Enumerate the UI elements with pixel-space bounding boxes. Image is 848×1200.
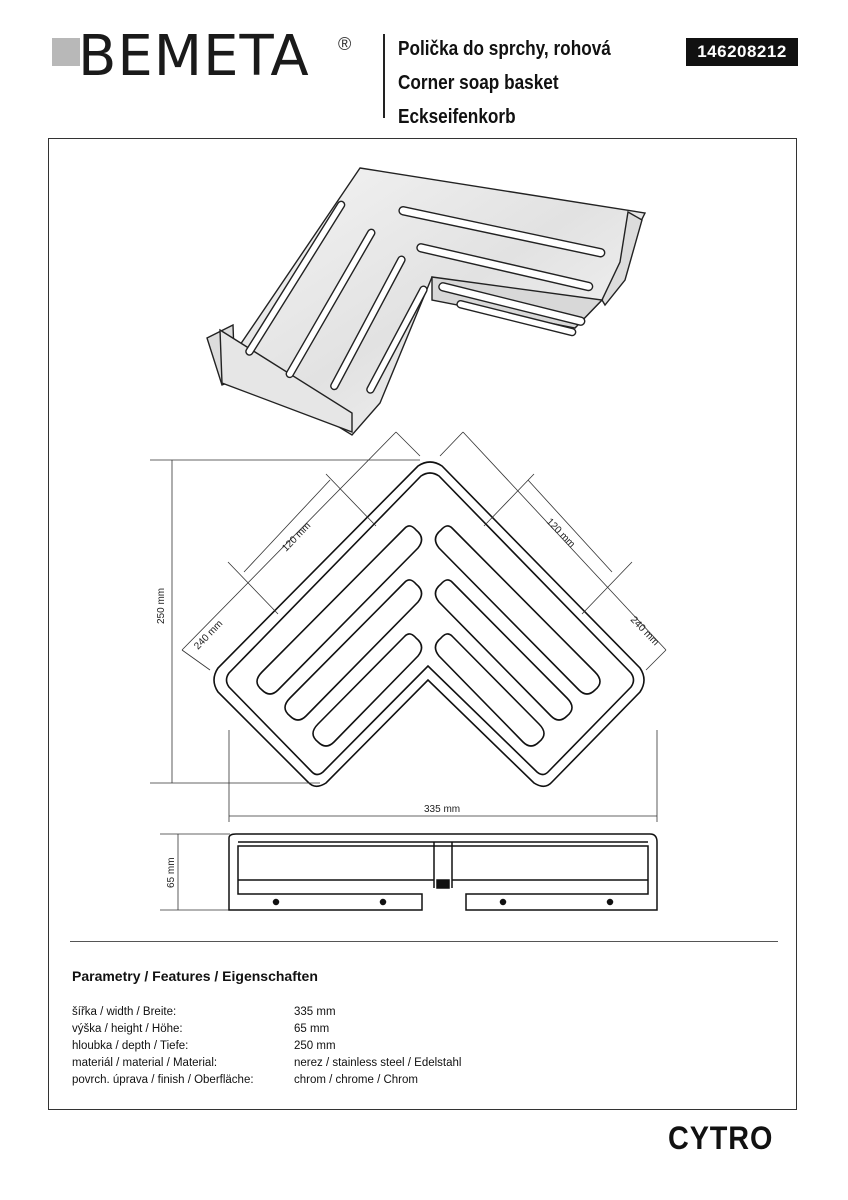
feature-value: 335 mm — [294, 1006, 336, 1018]
feature-row — [72, 1072, 461, 1089]
series-name: CYTRO — [668, 1120, 774, 1156]
feature-label: výška / height / Höhe: — [72, 1023, 183, 1035]
dim-height: 65 mm — [166, 857, 177, 888]
section-divider — [70, 941, 778, 942]
dim-width: 335 mm — [424, 804, 461, 815]
top-view — [214, 462, 644, 786]
title-cz: Polička do sprchy, rohová — [398, 38, 611, 60]
feature-row — [72, 1021, 461, 1038]
features-table — [72, 1004, 461, 1089]
dimension-lines — [150, 432, 666, 910]
feature-row — [72, 1038, 461, 1055]
feature-row — [72, 1055, 461, 1072]
feature-value: 250 mm — [294, 1040, 336, 1052]
feature-label: šířka / width / Breite: — [72, 1006, 177, 1018]
feature-label: hloubka / depth / Tiefe: — [72, 1040, 189, 1052]
title-en: Corner soap basket — [398, 72, 559, 94]
product-code: 146208212 — [686, 38, 798, 66]
dim-side-right: 240 mm — [627, 614, 661, 649]
product-perspective-view — [207, 168, 645, 435]
dim-side-left: 240 mm — [192, 618, 226, 653]
dim-slot-right: 120 mm — [543, 516, 577, 551]
title-de: Eckseifenkorb — [398, 106, 516, 128]
dim-depth: 250 mm — [156, 587, 167, 624]
registered-mark: ® — [338, 34, 352, 54]
feature-value: 65 mm — [294, 1023, 330, 1035]
feature-value: nerez / stainless steel / Edelstahl — [294, 1057, 462, 1069]
feature-label: povrch. úprava / finish / Oberfläche: — [72, 1074, 254, 1086]
front-view — [229, 834, 657, 910]
dim-slot-left: 120 mm — [280, 520, 314, 555]
feature-row — [72, 1004, 461, 1021]
features-title: Parametry / Features / Eigenschaften — [72, 968, 318, 984]
brand-logo: BEMETA — [78, 24, 310, 89]
feature-label: materiál / material / Material: — [72, 1057, 218, 1069]
feature-value: chrom / chrome / Chrom — [294, 1074, 418, 1086]
